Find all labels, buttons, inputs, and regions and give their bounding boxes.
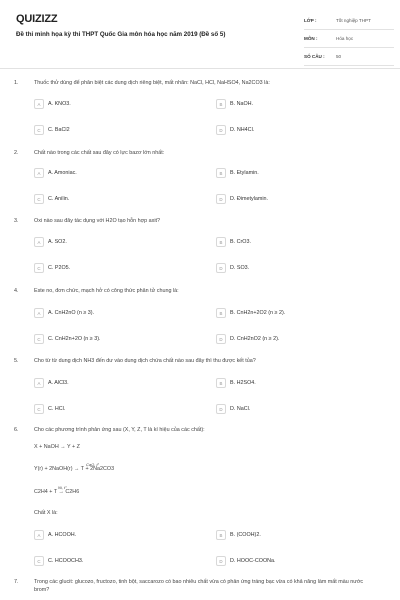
meta-value: 50	[336, 54, 342, 59]
option-letter-badge: A	[34, 308, 44, 318]
answer-option[interactable]	[216, 167, 259, 179]
question-number: 3.	[14, 218, 19, 224]
answer-option[interactable]	[34, 236, 67, 248]
option-letter-badge: A	[34, 378, 44, 388]
question-number: 1.	[14, 80, 19, 86]
option-letter-badge: B	[216, 99, 226, 109]
option-text: C. BaCl2	[48, 127, 70, 133]
option-letter-badge: B	[216, 378, 226, 388]
answer-option[interactable]	[34, 555, 83, 567]
question-number: 6.	[14, 427, 19, 433]
option-text: B. Etylamin.	[230, 170, 259, 176]
meta-key: LỚP :	[304, 18, 317, 23]
answer-option[interactable]	[34, 167, 77, 179]
answer-option[interactable]	[216, 124, 254, 136]
answer-option[interactable]	[216, 377, 256, 389]
option-letter-badge: D	[216, 334, 226, 344]
answer-option[interactable]	[216, 555, 276, 567]
equation-line: Chất X là:	[34, 510, 58, 516]
equation-line: Y(r) + 2NaOH(r) → T + 2Na2CO3	[34, 466, 115, 472]
meta-row-count	[304, 48, 394, 66]
option-text: D. CnH2nO2 (n ≥ 2).	[230, 336, 280, 342]
option-letter-badge: C	[34, 125, 44, 135]
question-text: Este no, đơn chức, mạch hở có công thức phân tử chung là:	[34, 288, 179, 294]
answer-option[interactable]	[216, 307, 285, 319]
option-text: B. H2SO4.	[230, 380, 256, 386]
option-text: B. NaOH.	[230, 101, 254, 107]
answer-option[interactable]	[216, 193, 268, 205]
answer-option[interactable]	[216, 529, 261, 541]
answer-option[interactable]	[34, 98, 71, 110]
option-text: B. (COOH)2.	[230, 532, 261, 538]
option-text: D. NaCl.	[230, 406, 251, 412]
option-text: C. HCOOCH3.	[48, 558, 84, 564]
quizizz-logo: QUIZIZZ	[16, 13, 58, 25]
answer-option[interactable]	[34, 262, 70, 274]
option-text: C. CnH2n+2O (n ≥ 3).	[48, 336, 101, 342]
option-text: A. SO2.	[48, 239, 67, 245]
option-text: D. Đimetylamin.	[230, 196, 269, 202]
answer-option[interactable]	[34, 307, 94, 319]
option-text: D. HOOC-COONa.	[230, 558, 276, 564]
meta-row-class	[304, 12, 394, 30]
option-letter-badge: B	[216, 168, 226, 178]
reaction-condition-label: Ni, t°	[58, 485, 67, 490]
question-text: Oxi nào sau đây tác dụng với H2O tạo hỗn hợp axit?	[34, 218, 161, 224]
option-text: C. P2O5.	[48, 265, 71, 271]
question-number: 7.	[14, 579, 19, 585]
answer-option[interactable]	[216, 333, 279, 345]
equation-line: C2H4 + T → C2H6	[34, 489, 80, 495]
meta-key: SỐ CÂU :	[304, 54, 325, 59]
option-letter-badge: B	[216, 308, 226, 318]
question-text: Cho từ từ dung dịch NH3 đến dư vào dung dịch chứa chất nào sau đây thì thu được kết tủa?	[34, 358, 256, 364]
option-letter-badge: D	[216, 194, 226, 204]
answer-option[interactable]	[34, 377, 69, 389]
option-text: C. HCl.	[48, 406, 66, 412]
question-text: Thuốc thử dùng để phân biệt các dung dịch riêng biệt, mất nhãn: NaCl, HCl, NaHSO4, Na2CO3 là:	[34, 80, 270, 86]
option-text: C. Anilin.	[48, 196, 70, 202]
option-text: A. HCOOH.	[48, 532, 77, 538]
option-text: B. CnH2n+2O2 (n ≥ 2).	[230, 310, 286, 316]
option-letter-badge: A	[34, 168, 44, 178]
option-text: D. SO3.	[230, 265, 250, 271]
question-text: Trong các glucit: glucozo, fructozo, tinh bột, saccarozo có bao nhiêu chất vừa có phản ứng tráng bạc vừa có khả năng làm mất màu nước brom?	[34, 579, 364, 593]
option-letter-badge: D	[216, 404, 226, 414]
answer-option[interactable]	[216, 262, 249, 274]
option-letter-badge: C	[34, 334, 44, 344]
option-text: A. CnH2nO (n ≥ 3).	[48, 310, 95, 316]
question-number: 2.	[14, 150, 19, 156]
option-text: A. AlCl3.	[48, 380, 69, 386]
question-number: 4.	[14, 288, 19, 294]
answer-option[interactable]	[216, 236, 251, 248]
answer-option[interactable]	[34, 403, 65, 415]
equation-line: X + NaOH → Y + Z	[34, 444, 80, 450]
option-letter-badge: C	[34, 263, 44, 273]
answer-option[interactable]	[216, 403, 250, 415]
option-letter-badge: B	[216, 237, 226, 247]
meta-row-subject	[304, 30, 394, 48]
option-text: B. CrO3.	[230, 239, 251, 245]
option-letter-badge: D	[216, 263, 226, 273]
option-letter-badge: A	[34, 99, 44, 109]
option-text: A. KNO3.	[48, 101, 71, 107]
option-letter-badge: D	[216, 125, 226, 135]
header-divider	[0, 68, 400, 69]
option-letter-badge: B	[216, 530, 226, 540]
question-text: Cho các phương trình phản ứng sau (X, Y, Z, T là kí hiệu của các chất):	[34, 427, 205, 433]
option-letter-badge: C	[34, 404, 44, 414]
meta-value: Hóa học	[336, 36, 354, 41]
option-letter-badge: A	[34, 530, 44, 540]
reaction-condition-label: CaO, t°	[86, 462, 100, 467]
answer-option[interactable]	[216, 98, 253, 110]
answer-option[interactable]	[34, 193, 69, 205]
worksheet-header	[0, 0, 400, 70]
option-text: D. NH4Cl.	[230, 127, 255, 133]
option-letter-badge: C	[34, 556, 44, 566]
meta-key: MÔN :	[304, 36, 318, 41]
answer-option[interactable]	[34, 333, 101, 345]
question-text: Chất nào trong các chất sau đây có lực bazơ lớn nhất:	[34, 150, 165, 156]
option-text: A. Amoniac.	[48, 170, 77, 176]
option-letter-badge: D	[216, 556, 226, 566]
meta-table	[304, 12, 394, 66]
option-letter-badge: C	[34, 194, 44, 204]
page-title: Đề thi minh họa kỳ thi THPT Quốc Gia môn hóa học năm 2019 (Đề số 5)	[16, 31, 226, 38]
meta-value: Tốt nghiệp THPT	[336, 18, 371, 23]
answer-option[interactable]	[34, 529, 76, 541]
question-number: 5.	[14, 358, 19, 364]
answer-option[interactable]	[34, 124, 70, 136]
option-letter-badge: A	[34, 237, 44, 247]
